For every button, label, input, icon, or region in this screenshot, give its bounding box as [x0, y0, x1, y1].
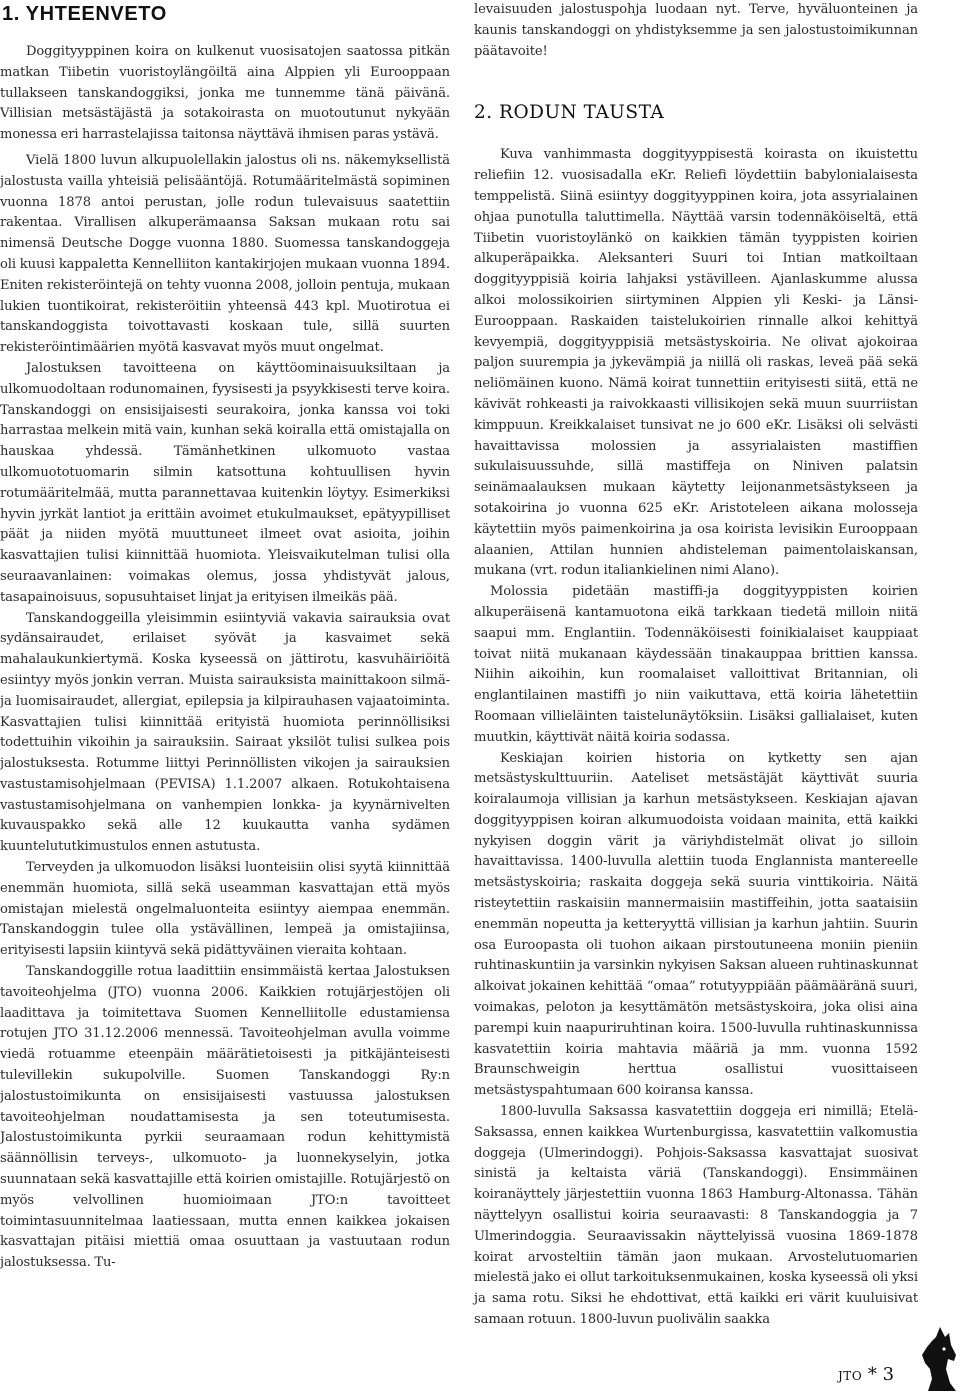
section-heading-summary: 1. YHTEENVETO	[2, 3, 167, 25]
left-column	[0, 0, 450, 1274]
footer-mark: JTO	[838, 1369, 863, 1383]
paragraph: Tanskandoggille rotua laadittiin ensimmäistä kertaa Jalostuksen tavoiteohjelma (JTO) vuonna 2006. Kaikkien rotujärjestöjen oli laadittava ja toimitettava Suomen Kennelliitolle edustamiensa rotujen JTO 31.12.2006 mennessä. Tavoiteohjelman avulla voimme viedä rotuamme eteenpäin määrätietoisesti ja pitkäjänteisesti tulevillekin sukupolville. Suomen Tanskandoggi Ry:n jalostustoimikunta on ensisijaisesti vastuussa jalostuksen tavoiteohjelman noudattamisesta ja sen toteutumisesta. Jalostustoimikunta pyrkii seuraamaan rodun kehittymistä säännöllisin terveys-, ulkomuoto- ja luonnekyselyin, jotka suunnataan sekä kasvattajille että koirien omistajille. Rotujärjestö on myös velvollinen huomioimaan JTO:n tavoitteet toimintasuunnitelmaa laatiessaan, mutta ennen kaikkea jokaisen kasvattajan pitäisi miettiä omaa osuuttaan ja vastuutaan rodun jalostuksessa. Tu-	[0, 964, 450, 1271]
paragraph: Keskiajan koirien historia on kytketty sen ajan metsästyskulttuuriin. Aateliset metsästäjät käyttivät suuria koiralaumoja villisian ja karhun metsästykseen. Keskiajan ajavan doggityyppisen koiran alkumuodoista voidaan mainita, että kaikki nykyisen doggin värit ja väriyhdistelmät olivat jo silloin havaittavissa. 1400-luvulla alettiin tuoda Englannista mantereelle metsästyskoiria; raskaita doggeja sekä suuria vinttikoiria. Näitä risteytettiin raskaisiin mannermaisiin mastiffeihin, jotta saataisiin enemmän nopeutta ja ketteryyttä villisian ja karhun jahtiin. Suurin osa Euroopasta oli tuohon aikaan pirstoutuneena moniin pieniin ruhtinaskuntiin ja varsinkin nykyisen Saksan alueen ruhtinaskunnat alkoivat jokainen kehittää “omaa” rotutyyppiään päämääränä suuri, voimakas, peloton ja kesyttämätön metsästyskoira, joka olisi aina parempi kuin naapuriruhtinan koira. 1500-luvulla ruhtinaskunnissa kasvatettiin koiria mahtavia määriä ja mm. vuonna 1592 Braunschweigin herttua osallistui vuosittaiseen metsästyspahtumaan 600 koiransa kanssa.	[474, 750, 918, 1099]
great-dane-head-silhouette-icon	[920, 1325, 958, 1393]
paragraph: Jalostuksen tavoitteena on käyttöominaisuuksiltaan ja ulkomuodoltaan rodunomainen, fyysisesti ja psyykkisesti terve koira. Tanskandoggi on ensisijaisesti seurakoira, jonka kanssa voi toki harrastaa melkein mitä vain, kunhan sekä koiralla että omistajalla on hauskaa yhdessä. Tämänhetkinen ulkomuoto vastaa ulkomuototuomarin silmin katsottuna kohtuullisen hyvin rotumääritelmää, mutta parannettavaa kuitenkin löytyy. Esimerkiksi hyvin jyrkät lantiot ja erittäin avoimet etukulmaukset, epätyypilliset päät ja niiden myötä muuttuneet ilmeet ovat asioita, joihin kasvattajien tulisi kiinnittää huomiota. Yleisvaikutelman tulisi olla seuraavanlainen: voimakas olemus, jossa yhdistyvät jalous, tasapainoisuus, sopusuhtaiset linjat ja erityisen ilmeikäs pää.	[0, 360, 450, 605]
paragraph: 1800-luvulla Saksassa kasvatettiin doggeja eri nimillä; Etelä-Saksassa, ennen kaikkea Wurtenburgissa, kasvatettiin valkomustia doggeja (Ulmerindoggi). Pohjois-Saksassa kasvattajat suosivat sinistä ja keltaista väriä (Tanskandoggi). Ensimmäinen koiranäyttely järjestettiin vuonna 1863 Hamburg-Altonassa. Tähän näyttelyyn osallistui koiria seuraavasti: 8 Tanskandoggia ja 7 Ulmerindoggia. Seuraavissakin näyttelyissä vuosina 1869-1878 koirat arvosteltiin tämän jaon mukaan. Arvostelutuomarien mielestä jako ei ollut tarkoituksenmukainen, koska kyseessä oli yksi ja sama rotu. Siksi he ehdottivat, että kaikki eri värit kuuluisivat samaan rotuun. 1800-luvun puolivälin saakka	[474, 1104, 918, 1328]
paragraph: Doggityyppinen koira on kulkenut vuosisatojen saatossa pitkän matkan Tiibetin vuoristoylängöiltä aina Alppien yli Eurooppaan tullakseen tanskandoggiksi, jonka me tunnemme tänä päivänä. Villisian metsästäjästä ja sotakoirasta on muotoutunut nykyään monessa eri harrastelajissa taitonsa näyttävä ihmisen paras ystävä.	[0, 44, 450, 143]
paragraph: Vielä 1800 luvun alkupuolellakin jalostus oli ns. näkemyksellistä jalostusta vailla yhteisiä pelisääntöjä. Rotumääritelmästä sopiminen vuonna 1878 antoi perustan, jolle rodun tulevaisuus saatettiin rakentaa. Virallisen alkuperämaansa Saksan mukaan rotu sai nimensä Deutsche Dogge vuonna 1880. Suomessa tanskandoggeja oli kuusi kappaletta Kennelliiton kantakirjojen mukaan vuonna 1894. Eniten rekisteröintejä on tehty vuonna 2008, jolloin pentuja, mukaan lukien tuontikoirat, rekisteröitiin yhteensä 443 kpl. Muotirotua ei tanskandoggista toivottavasti koskaan tule, sillä suurten rekisteröintimäärien myötä kasvavat myös muut ongelmat.	[0, 152, 450, 356]
right-column	[474, 0, 918, 1331]
page-footer	[838, 1364, 894, 1385]
paragraph: Molossia pidetään mastiffi-ja doggityyppisten koirien alkuperäisenä kantamuotona eikä tarkkaan tiedetä milloin niitä saapui mm. Englantiin. Todennäköisesti foinikialaiset kauppiaat toivat niitä mukanaan käydessään tinakauppaa brittien kanssa. Niihin aikoihin, kun roomalaiset valloittivat Britannian, oli englantilainen mastiffi jo niin vaikuttava, että koiria lähetettiin Roomaan villieläinten taistelunäytöksiin. Lisäksi gallialaiset, kuten muutkin, käyttivät näitä koiria sodassa.	[474, 584, 918, 745]
paragraph-continuation: levaisuuden jalostuspohja luodaan nyt. Terve, hyväluonteinen ja kaunis tanskandoggi on yhdistyksemme ja sen jalostustoimikunnan päätavoite!	[474, 2, 918, 59]
page-number: * 3	[867, 1364, 895, 1385]
section-heading-breed-background: 2. RODUN TAUSTA	[474, 102, 665, 124]
paragraph: Terveyden ja ulkomuodon lisäksi luonteisiin olisi syytä kiinnittää enemmän huomiota, sillä sekä useamman kasvattajan että myös omistajan mielestä ongelmaluonteita esiintyy aiempaa enemmän. Tanskandoggin tulee olla ystävällinen, lempeä ja omistajiinsa, erityisesti lapsiin kiintyvä sekä pidättyväinen vieraita kohtaan.	[0, 860, 450, 959]
paragraph: Kuva vanhimmasta doggityyppisestä koirasta on ikuistettu reliefiin 12. vuosisadalla eKr. Reliefi löydettiin babylonialaisesta temppelistä. Siinä esiintyy doggityyppinen koira, jota assyrialainen ohjaa punotulla taluttimella. Näyttää varsin todennäköiseltä, että Tiibetin vuoristoylänkö on kaikkien tämän tyyppisten koirien alkuperäpaikka. Aleksanteri Suuri toi Intian matkoiltaan doggityyppisiä koiria lahjaksi ystävilleen. Ajanlaskumme alussa alkoi molossikoirien siirtyminen Alppien yli Keski- ja Länsi-Eurooppaan. Raskaiden taistelukoirien rinnalle alkoi kehittyä kevyempiä, doggityyppisiä metsästyskoiria. Ne olivat ajokoiraa paljon suurempia ja jykevämpiä ja niillä oli raskas, leveä pää sekä neliömäinen kuono. Nämä koirat tunnettiin erityisesti siitä, että ne kävivät rohkeasti ja raivokkaasti villisikojen sekä muun suurriistan kimppuun. Kreikkalaiset tunsivat ne jo 600 eKr. Lisäksi oli selvästi havaittavissa molossien ja assyrialaisten mastiffien sukulaisuussuhde, sillä mastiffeja on Niniven palatsin seinämaalauksen mukaan käytetty leijonanmetsästykseen ja sotakoirina jo vuonna 625 eKr. Aristoteleen aikana molosseja käytettiin myös paimenkoirina ja osa koirista levisikin Eurooppaan alaanien, Attilan hunnien ahdisteleman paimentolaiskansan, mukana (vrt. rodun italiankielinen nimi Alano).	[474, 147, 918, 579]
paragraph: Tanskandoggeilla yleisimmin esiintyviä vakavia sairauksia ovat sydänsairaudet, erilaiset syövät ja kasvaimet sekä mahalaukunkiertymä. Koska kyseessä on jättirotu, kasvuhäiriöitä esiintyy myös jonkin verran. Muista sairauksista mainittakoon silmä- ja luomisairaudet, allergiat, epilepsia ja kilpirauhasen vajaatoiminta. Kasvattajien tulisi kiinnittää erityistä huomiota perinnöllisiksi todettuihin vikoihin ja sairauksiin. Sairaat yksilöt tulisi sulkea pois jalostuksesta. Rotumme liittyi Perinnöllisten vikojen ja sairauksien vastustamisohjelmaan (PEVISA) 1.1.2007 alkaen. Rotukohtaisena vastustamisohjelmana on vanhempien lonkka- ja kyynärnivelten kuvauspakko sekä alle 12 kuukautta vanha sydämen kuuntelututkimustulos ennen astutusta.	[0, 610, 450, 855]
